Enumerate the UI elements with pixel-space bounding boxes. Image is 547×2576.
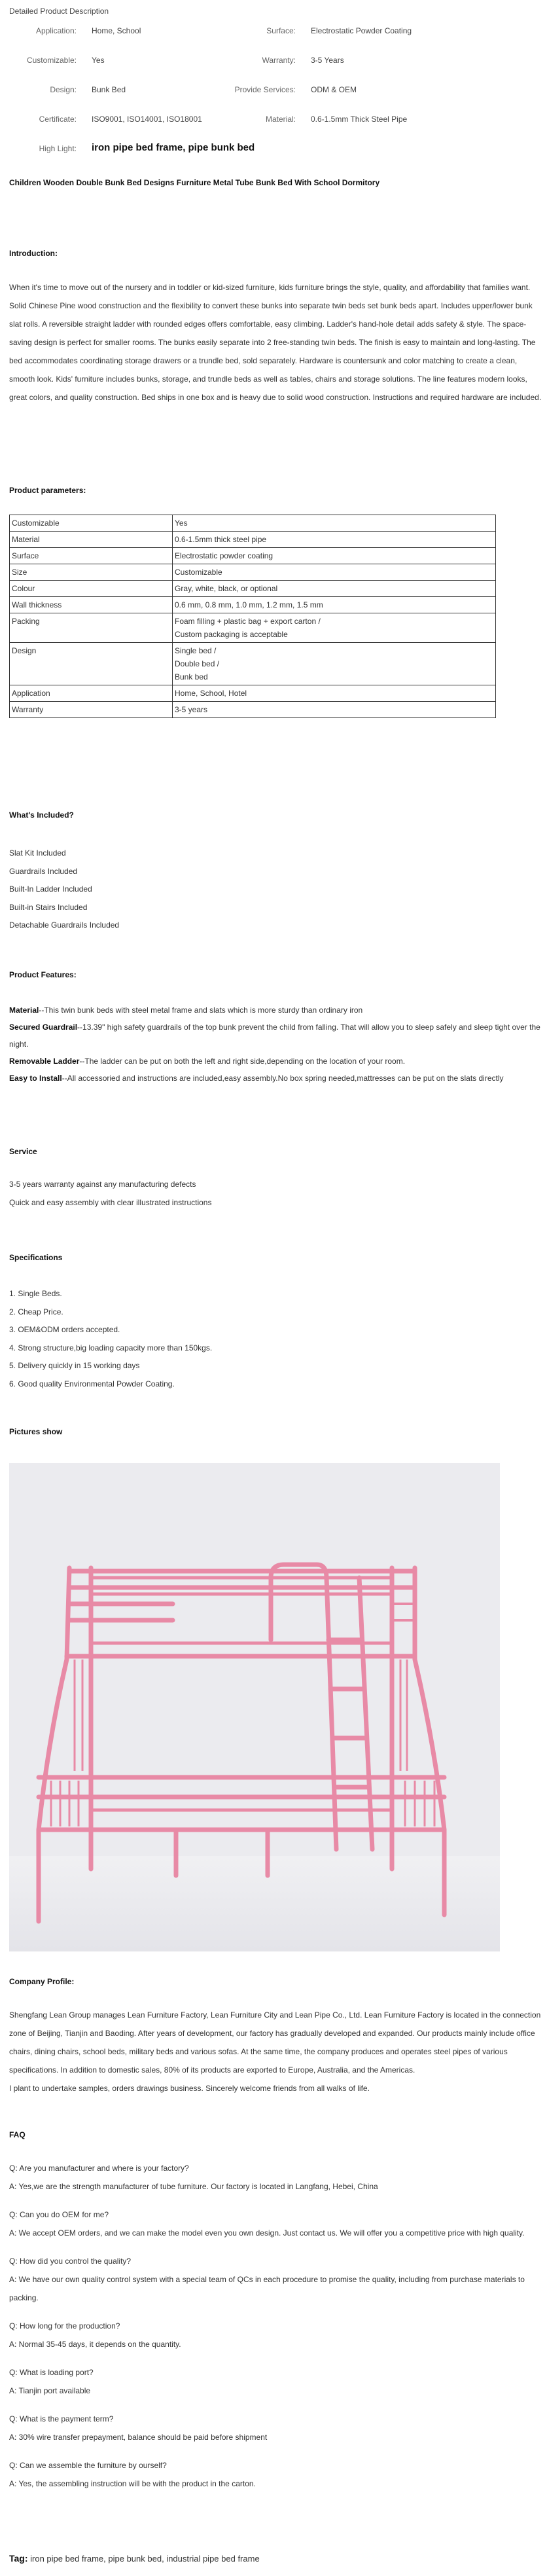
list-item: Built-in Stairs Included (9, 902, 88, 912)
parameters-heading: Product parameters: (9, 486, 86, 495)
list-item: Guardrails Included (9, 866, 78, 876)
list-item: 6. Good quality Environmental Powder Coating. (9, 1379, 175, 1388)
product-title: Children Wooden Double Bunk Bed Designs Furniture Metal Tube Bunk Bed With School Dormitory (9, 178, 380, 187)
faq-answer: A: Yes,we are the strength manufacturer of tube furniture. Our factory is located in Langfang, Hebei, China (9, 2182, 378, 2191)
list-item: 3. OEM&ODM orders accepted. (9, 1325, 120, 1334)
table-cell-key: Customizable (10, 515, 173, 532)
faq-question: Q: How long for the production? (9, 2321, 120, 2331)
introduction-text: When it's time to move out of the nursery and in toddler or kid-sized furniture, kids furniture brings the style, quality, and affordability that families want. Solid Chinese Pine wood construction and the flexibility to convert these bunks into separate twin beds set bunk beds apart. Includes upper/lower bunk slat rolls. A reversible straight ladder with rounded edges offers comfortable, easy climbing. Ladder's hand-hole detail adds safety & style. The space-saving design is perfect for smaller rooms. The bunks easily separate into 2 free-standing twin beds. The finish is easy to maintain and long-lasting. The bed accommodates coordinating storage drawers or a trundle bed, sold separately. Hardware is countersunk and color matching to create a clean, smooth look. Kids' furniture includes bunks, storage, and trundle beds as well as tables, chairs and storage solutions. The line features modern looks, great colors, and quality construction. Bed ships in one box and is heavy due to solid wood construction. Instructions and required hardware are included. (9, 283, 542, 402)
faq-item (9, 2317, 542, 2353)
list-item: Built-In Ladder Included (9, 884, 92, 894)
feature-item (9, 1053, 542, 1070)
list-item: Detachable Guardrails Included (9, 920, 120, 930)
list-item: 3-5 years warranty against any manufacturing defects (9, 1180, 196, 1189)
table-cell-key: Application (10, 685, 173, 702)
attribute-label: Warranty: (262, 56, 296, 65)
attribute-label: Material: (265, 115, 296, 124)
table-cell-line: Bunk bed (175, 672, 208, 681)
feature-item (9, 1070, 542, 1087)
faq-question: Q: Can we assemble the furniture by ourself? (9, 2461, 167, 2470)
table-row (10, 702, 496, 718)
faq-answer: A: We accept OEM orders, and we can make the model even you own design. Just contact us. We will offer you a competitive price with high quality. (9, 2228, 525, 2238)
product-photo (9, 1463, 500, 1951)
faq-answer: A: 30% wire transfer prepayment, balance should be paid before shipment (9, 2433, 268, 2442)
table-cell-value (173, 532, 496, 548)
attribute-row (0, 56, 547, 85)
table-row (10, 581, 496, 597)
table-row (10, 532, 496, 548)
table-cell-value (173, 685, 496, 702)
tag-line: Tag: iron pipe bed frame, pipe bunk bed, industrial pipe bed frame (9, 2553, 260, 2564)
bunk-bed-illustration (9, 1463, 500, 1951)
attribute-value: ODM & OEM (311, 85, 357, 94)
table-cell-value (173, 613, 496, 643)
table-cell-value (173, 643, 496, 685)
table-cell-value (173, 548, 496, 564)
faq-answer: A: We have our own quality control system with a special team of QCs in each procedure to promise the quality, including from purchase materials to packing. (9, 2275, 525, 2302)
attribute-row (0, 26, 547, 56)
attribute-row (0, 85, 547, 115)
table-row (10, 643, 496, 685)
table-row (10, 613, 496, 643)
table-cell-key: Surface (10, 548, 173, 564)
included-list (9, 844, 119, 935)
table-cell-key: Design (10, 643, 173, 685)
table-cell-key: Size (10, 564, 173, 581)
faq-question: Q: Are you manufacturer and where is your factory? (9, 2164, 189, 2173)
attribute-label: Certificate: (39, 115, 77, 124)
faq-answer: A: Yes, the assembling instruction will be with the product in the carton. (9, 2479, 256, 2488)
attribute-value: Electrostatic Powder Coating (311, 26, 412, 35)
faq-item (9, 2159, 542, 2196)
table-cell-line: Custom packaging is acceptable (175, 630, 288, 639)
faq-question: Q: How did you control the quality? (9, 2257, 132, 2266)
faq-item (9, 2205, 542, 2242)
table-cell-key: Warranty (10, 702, 173, 718)
table-row (10, 597, 496, 613)
attribute-label: Customizable: (26, 56, 77, 65)
introduction-heading: Introduction: (9, 249, 58, 258)
faq-list (9, 2159, 542, 2503)
table-cell-line: 0.6-1.5mm thick steel pipe (175, 535, 267, 544)
table-cell-line: Electrostatic powder coating (175, 551, 274, 560)
feature-label: Secured Guardrail (9, 1023, 78, 1032)
feature-label: Easy to Install (9, 1074, 62, 1083)
included-heading: What's Included? (9, 810, 74, 820)
table-cell-value (173, 581, 496, 597)
faq-item (9, 2252, 542, 2307)
table-cell-value (173, 702, 496, 718)
company-text-2: I plant to undertake samples, orders drawings business. Sincerely welcome friends from all walks of life. (9, 2084, 370, 2093)
list-item: 5. Delivery quickly in 15 working days (9, 1361, 140, 1370)
list-item: 1. Single Beds. (9, 1289, 62, 1298)
tag-link[interactable]: pipe bunk bed (108, 2554, 162, 2564)
feature-text: --13.39" high safety guardrails of the top bunk prevent the child from falling. That will allow you to sleep safely and sleep tight over the night. (9, 1023, 540, 1049)
faq-item (9, 2456, 542, 2493)
feature-label: Removable Ladder (9, 1057, 80, 1066)
feature-text: --This twin bunk beds with steel metal frame and slats which is more sturdy than ordinary iron (39, 1006, 363, 1015)
attribute-label: Application: (35, 26, 77, 35)
table-cell-line: Customizable (175, 568, 222, 577)
table-cell-line: 0.6 mm, 0.8 mm, 1.0 mm, 1.2 mm, 1.5 mm (175, 600, 323, 609)
parameters-table (9, 515, 496, 718)
list-item: Quick and easy assembly with clear illustrated instructions (9, 1197, 212, 1207)
attribute-value: Yes (92, 56, 105, 65)
table-cell-key: Colour (10, 581, 173, 597)
faq-heading: FAQ (9, 2130, 26, 2139)
feature-label: Material (9, 1006, 39, 1015)
table-cell-line: Single bed / (175, 646, 217, 655)
specifications-list (9, 1285, 212, 1393)
table-cell-value (173, 515, 496, 532)
faq-item (9, 2410, 542, 2446)
highlight-label: High Light: (39, 144, 77, 153)
highlight-value: iron pipe bed frame, pipe bunk bed (92, 142, 255, 153)
faq-item (9, 2363, 542, 2400)
company-text: Shengfang Lean Group manages Lean Furniture Factory, Lean Furniture City and Lean Pipe Co., Ltd. Lean Furniture Factory is located in the connection zone of Beijing, Tianjin and Baoding. After years of development, our factory has gradually developed and expanded. Our products mainly include office chairs, dining chairs, school beds, military beds and various sofas. At the same time, the company produces and operates steel pipes of various specifications. In addition to domestic sales, 80% of its products are exported to Europe, Australia, and the Americas. (9, 2010, 541, 2075)
features-heading: Product Features: (9, 970, 77, 979)
table-row (10, 548, 496, 564)
attribute-label: Provide Services: (234, 85, 296, 94)
tag-label: Tag: (9, 2553, 28, 2564)
table-row (10, 685, 496, 702)
feature-text: --The ladder can be put on both the left and right side,depending on the location of your room. (79, 1057, 406, 1066)
attribute-value: Home, School (92, 26, 141, 35)
features-list (9, 1002, 542, 1087)
table-cell-line: Gray, white, black, or optional (175, 584, 278, 593)
table-row (10, 515, 496, 532)
feature-item (9, 1002, 542, 1019)
table-cell-value (173, 597, 496, 613)
attribute-value: 0.6-1.5mm Thick Steel Pipe (311, 115, 408, 124)
feature-text: --All accessoried and instructions are included,easy assembly.No box spring needed,mattresses can be put on the slats directly (62, 1074, 504, 1083)
attribute-value: 3-5 Years (311, 56, 344, 65)
list-item: 4. Strong structure,big loading capacity more than 150kgs. (9, 1343, 213, 1352)
faq-question: Q: What is loading port? (9, 2368, 94, 2377)
highlight-row (0, 144, 547, 173)
faq-answer: A: Tianjin port available (9, 2386, 91, 2395)
attribute-row (0, 115, 547, 144)
service-heading: Service (9, 1147, 37, 1156)
table-cell-line: Yes (175, 518, 188, 528)
table-cell-line: Foam filling + plastic bag + export carton / (175, 617, 321, 626)
feature-item (9, 1019, 542, 1053)
faq-question: Q: What is the payment term? (9, 2414, 114, 2423)
table-row (10, 564, 496, 581)
product-attributes (0, 26, 547, 173)
specifications-heading: Specifications (9, 1253, 63, 1262)
attribute-value: ISO9001, ISO14001, ISO18001 (92, 115, 202, 124)
attribute-value: Bunk Bed (92, 85, 126, 94)
list-item: Slat Kit Included (9, 848, 66, 858)
attribute-label: Design: (50, 85, 77, 94)
table-cell-key: Material (10, 532, 173, 548)
service-list (9, 1176, 211, 1212)
faq-question: Q: Can you do OEM for me? (9, 2210, 109, 2219)
attribute-label: Surface: (266, 26, 296, 35)
table-cell-key: Wall thickness (10, 597, 173, 613)
list-item: 2. Cheap Price. (9, 1307, 63, 1316)
table-cell-value (173, 564, 496, 581)
faq-answer: A: Normal 35-45 days, it depends on the quantity. (9, 2340, 181, 2349)
page-title: Detailed Product Description (9, 7, 109, 16)
tag-link[interactable]: industrial pipe bed frame (166, 2554, 260, 2564)
tag-link[interactable]: iron pipe bed frame (30, 2554, 104, 2564)
pictures-heading: Pictures show (9, 1427, 63, 1436)
table-cell-line: Home, School, Hotel (175, 689, 247, 698)
table-cell-key: Packing (10, 613, 173, 643)
table-cell-line: 3-5 years (175, 705, 208, 714)
company-heading: Company Profile: (9, 1977, 75, 1986)
table-cell-line: Double bed / (175, 659, 220, 668)
